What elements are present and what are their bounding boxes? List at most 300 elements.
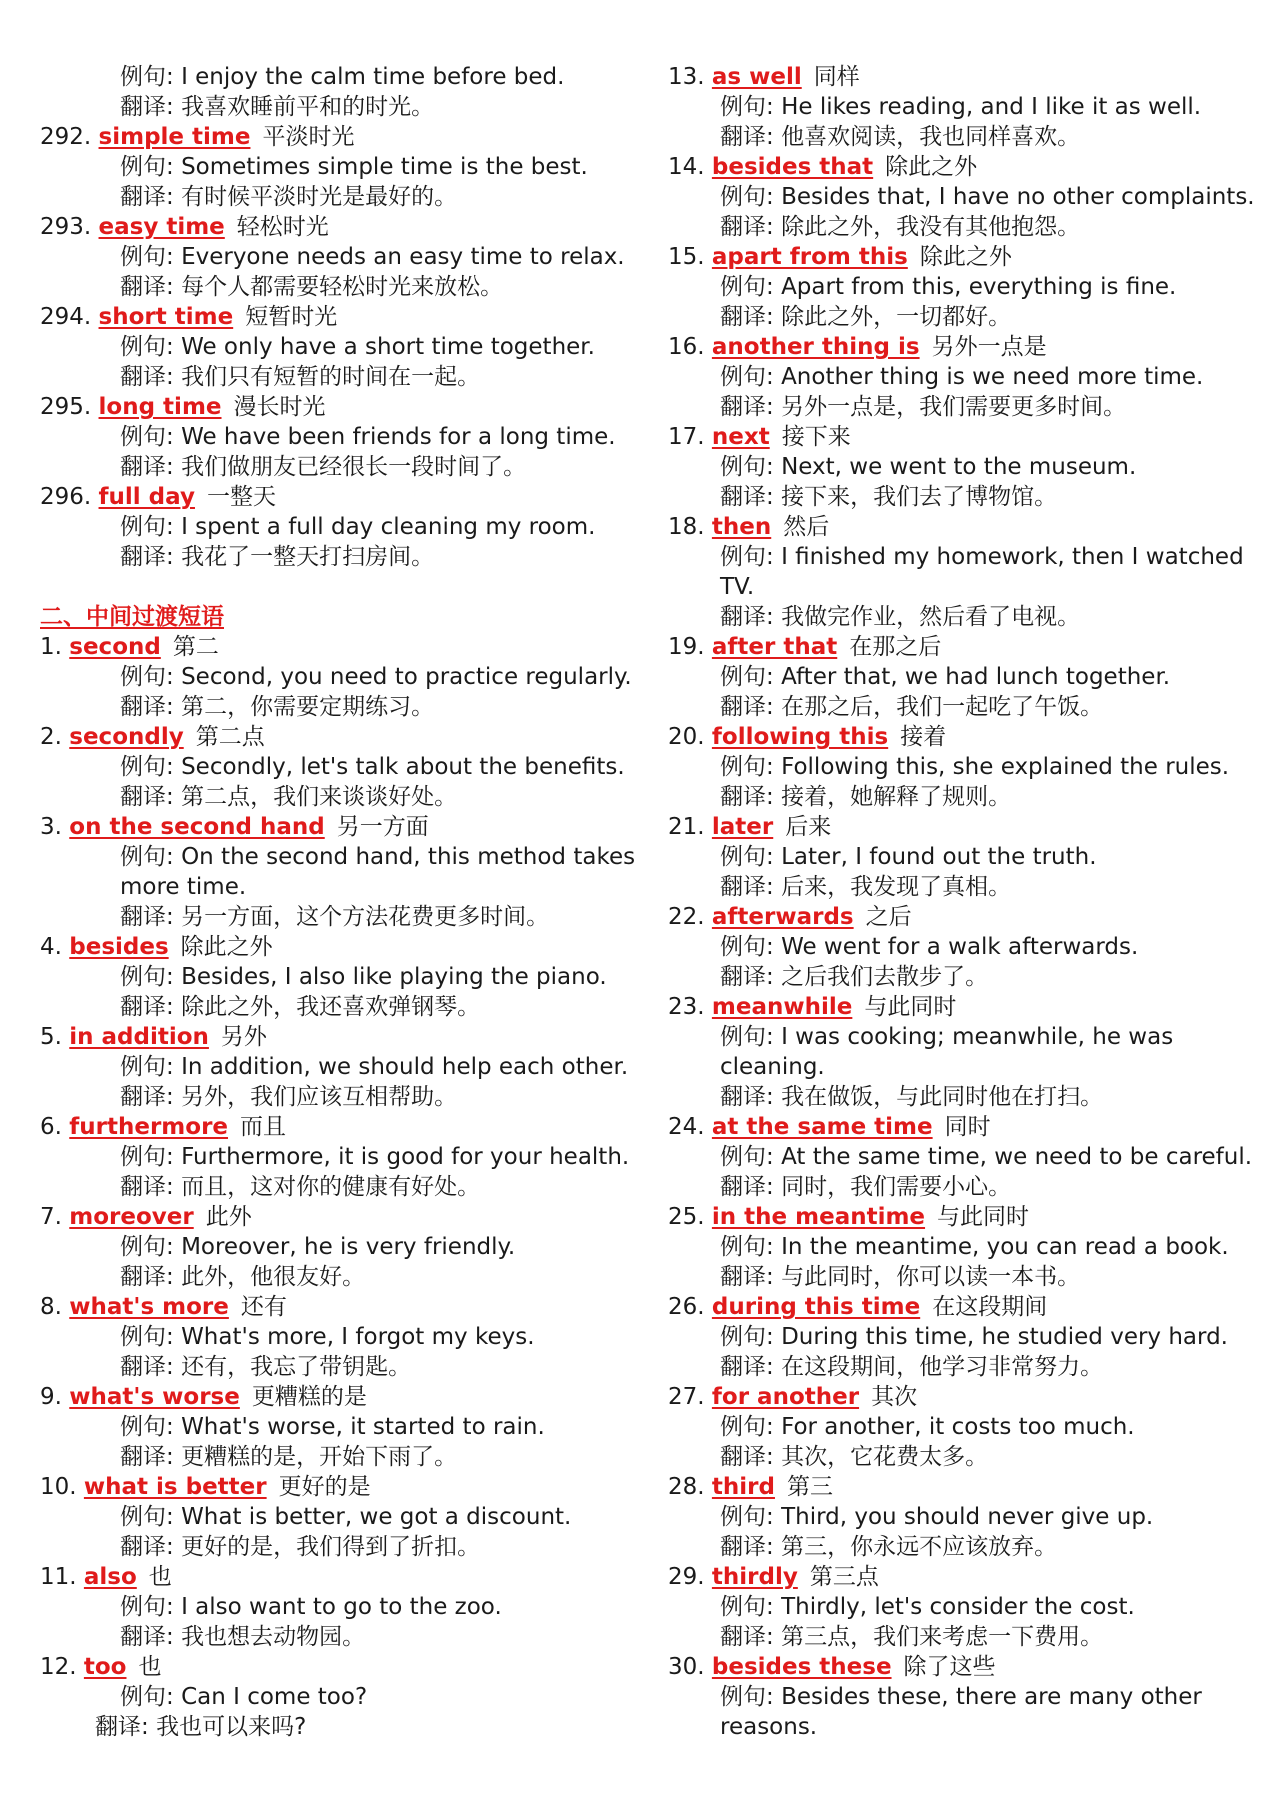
entry-number: 14. <box>668 154 705 180</box>
example-line: 例句: Apart from this, everything is fine. <box>720 274 1177 300</box>
example-line-text: I spent a full day cleaning my room. <box>181 514 596 540</box>
entry-meaning: 接着 <box>900 724 947 750</box>
example-line-text: We have been friends for a long time. <box>181 424 616 450</box>
entry-phrase: meanwhile <box>711 994 853 1020</box>
example-line: 例句: Following this, she explained the rules. <box>720 754 1230 780</box>
translation-line-label: 翻译 <box>720 394 766 420</box>
example-line-text: In the meantime, you can read a book. <box>781 1234 1229 1260</box>
entry-number: 15. <box>668 244 705 270</box>
entry-phrase: moreover <box>69 1204 194 1230</box>
entry-number: 28. <box>668 1474 705 1500</box>
example-line: 例句: Besides that, I have no other complaints. <box>720 184 1255 210</box>
example-line: 例句: I enjoy the calm time before bed. <box>120 64 565 90</box>
translation-line-label: 翻译 <box>120 544 166 570</box>
translation-line-text: 他喜欢阅读，我也同样喜欢。 <box>781 124 1081 150</box>
entry-phrase: later <box>711 814 774 840</box>
example-line-text: I enjoy the calm time before bed. <box>181 64 565 90</box>
translation-line: 翻译: 此外，他很友好。 <box>120 1264 366 1290</box>
entry-number: 296. <box>40 484 92 510</box>
entry-number: 20. <box>668 724 705 750</box>
example-line: 例句: Moreover, he is very friendly. <box>120 1234 516 1260</box>
entry-meaning: 除了这些 <box>903 1654 996 1680</box>
entry-meaning: 除此之外 <box>180 934 273 960</box>
translation-line-text: 第二点，我们来谈谈好处。 <box>181 784 458 810</box>
right-column <box>668 62 1258 1742</box>
entry-heading <box>40 812 640 842</box>
entry-number: 29. <box>668 1564 705 1590</box>
entry-heading <box>668 242 1258 272</box>
example-line-text: Everyone needs an easy time to relax. <box>181 244 625 270</box>
example-continuation-text: more time. <box>120 874 247 900</box>
entry-heading <box>40 1472 640 1502</box>
entry-meaning: 其次 <box>871 1384 918 1410</box>
entry-heading <box>668 1112 1258 1142</box>
entry-meaning: 一整天 <box>206 484 276 510</box>
entry-phrase: next <box>711 424 770 450</box>
example-line: 例句: On the second hand, this method takes <box>120 844 636 870</box>
translation-line: 翻译: 接下来，我们去了博物馆。 <box>720 484 1058 510</box>
entry-number: 24. <box>668 1114 705 1140</box>
entry-number: 22. <box>668 904 705 930</box>
example-line-text: What's worse, it started to rain. <box>181 1414 545 1440</box>
example-line: 例句: What is better, we got a discount. <box>120 1504 572 1530</box>
entry-heading <box>40 1112 640 1142</box>
entry-meaning: 另一方面 <box>336 814 429 840</box>
entry-meaning: 之后 <box>865 904 912 930</box>
example-line-label: 例句 <box>120 514 166 540</box>
entry-meaning: 也 <box>138 1654 162 1680</box>
entry-phrase: also <box>83 1564 137 1590</box>
example-line: 例句: We only have a short time together. <box>120 334 595 360</box>
section-title-text: 二、中间过渡短语 <box>40 604 224 630</box>
entry-phrase: simple time <box>98 124 251 150</box>
entry-number: 30. <box>668 1654 705 1680</box>
example-line-text: Besides these, there are many other <box>781 1684 1202 1710</box>
example-line: 例句: For another, it costs too much. <box>720 1414 1135 1440</box>
example-line-label: 例句 <box>120 1054 166 1080</box>
translation-line-label: 翻译 <box>720 964 766 990</box>
entry-meaning: 轻松时光 <box>236 214 329 240</box>
translation-line-text: 另一方面，这个方法花费更多时间。 <box>181 904 550 930</box>
example-line-label: 例句 <box>120 1594 166 1620</box>
example-line: 例句: I also want to go to the zoo. <box>120 1594 502 1620</box>
example-line-label: 例句 <box>720 664 766 690</box>
example-line-text: Sometimes simple time is the best. <box>181 154 588 180</box>
example-line-text: Furthermore, it is good for your health. <box>181 1144 630 1170</box>
translation-line: 翻译: 除此之外，一切都好。 <box>720 304 1012 330</box>
entry-meaning: 与此同时 <box>937 1204 1030 1230</box>
entry-phrase: in addition <box>69 1024 209 1050</box>
entry-meaning: 短暂时光 <box>245 304 338 330</box>
example-line-label: 例句 <box>120 334 166 360</box>
section-gap <box>40 572 640 602</box>
translation-line-text: 其次，它花费太多。 <box>781 1444 989 1470</box>
entry-heading <box>40 1562 640 1592</box>
entry-phrase: afterwards <box>711 904 854 930</box>
example-line-text: I finished my homework, then I watched <box>781 544 1244 570</box>
example-line-label: 例句 <box>120 1504 166 1530</box>
example-line-text: I also want to go to the zoo. <box>181 1594 502 1620</box>
entry-number: 293. <box>40 214 92 240</box>
translation-line-label: 翻译 <box>120 904 166 930</box>
example-line-text: Another thing is we need more time. <box>781 364 1204 390</box>
entry-number: 7. <box>40 1204 62 1230</box>
entry-number: 13. <box>668 64 705 90</box>
example-line-label: 例句 <box>720 1504 766 1530</box>
entry-meaning: 同时 <box>944 1114 991 1140</box>
translation-line-text: 第三，你永远不应该放弃。 <box>781 1534 1058 1560</box>
translation-line-text: 第三点，我们来考虑一下费用。 <box>781 1624 1104 1650</box>
example-line-text: Second, you need to practice regularly. <box>181 664 632 690</box>
translation-line-label: 翻译 <box>720 1084 766 1110</box>
translation-line-label: 翻译 <box>95 1714 141 1740</box>
translation-line-text: 更好的是，我们得到了折扣。 <box>181 1534 481 1560</box>
translation-line-label: 翻译 <box>720 304 766 330</box>
entry-heading <box>40 392 640 422</box>
example-line-label: 例句 <box>720 934 766 960</box>
example-line: 例句: Furthermore, it is good for your health. <box>120 1144 630 1170</box>
translation-line: 翻译: 我们只有短暂的时间在一起。 <box>120 364 481 390</box>
example-line-label: 例句 <box>120 154 166 180</box>
entry-number: 10. <box>40 1474 77 1500</box>
entry-meaning: 然后 <box>783 514 830 540</box>
example-line-text: Can I come too? <box>181 1684 368 1710</box>
entry-phrase: after that <box>711 634 838 660</box>
example-line: 例句: I finished my homework, then I watched <box>720 544 1244 570</box>
example-line: 例句: He likes reading, and I like it as well. <box>720 94 1202 120</box>
entry-meaning: 另外 <box>220 1024 267 1050</box>
example-line: 例句: In addition, we should help each other. <box>120 1054 629 1080</box>
entry-heading <box>668 902 1258 932</box>
translation-line-label: 翻译 <box>720 1174 766 1200</box>
translation-line: 翻译: 第二，你需要定期练习。 <box>120 694 435 720</box>
example-line: 例句: What's more, I forgot my keys. <box>120 1324 535 1350</box>
example-line-label: 例句 <box>120 1414 166 1440</box>
entry-meaning: 第二点 <box>195 724 265 750</box>
translation-line: 翻译: 除此之外，我还喜欢弹钢琴。 <box>120 994 481 1020</box>
entry-heading <box>668 1382 1258 1412</box>
entry-number: 295. <box>40 394 92 420</box>
example-line-text: Besides that, I have no other complaints. <box>781 184 1255 210</box>
entry-meaning: 接下来 <box>781 424 851 450</box>
entry-phrase: for another <box>711 1384 860 1410</box>
entry-phrase: as well <box>711 64 802 90</box>
entry-phrase: then <box>711 514 772 540</box>
entry-phrase: second <box>69 634 161 660</box>
entry-meaning: 平淡时光 <box>262 124 355 150</box>
example-line-label: 例句 <box>120 964 166 990</box>
example-line: 例句: In the meantime, you can read a book. <box>720 1234 1229 1260</box>
example-line: 例句: During this time, he studied very hard. <box>720 1324 1228 1350</box>
translation-line: 翻译: 我们做朋友已经很长一段时间了。 <box>120 454 527 480</box>
entry-heading <box>40 1292 640 1322</box>
entry-number: 27. <box>668 1384 705 1410</box>
entry-heading <box>668 1472 1258 1502</box>
example-line-text: He likes reading, and I like it as well. <box>781 94 1202 120</box>
example-line: 例句: Second, you need to practice regularly. <box>120 664 632 690</box>
entry-number: 18. <box>668 514 705 540</box>
entry-phrase: besides that <box>711 154 874 180</box>
example-line-text: Third, you should never give up. <box>781 1504 1154 1530</box>
entry-heading <box>668 722 1258 752</box>
translation-line-text: 此外，他很友好。 <box>181 1264 366 1290</box>
entry-phrase: too <box>83 1654 127 1680</box>
translation-line-label: 翻译 <box>720 694 766 720</box>
example-line-label: 例句 <box>120 844 166 870</box>
entry-meaning: 另外一点是 <box>931 334 1047 360</box>
entry-number: 16. <box>668 334 705 360</box>
translation-line: 翻译: 我在做饭，与此同时他在打扫。 <box>720 1084 1104 1110</box>
translation-line: 翻译: 更糟糕的是，开始下雨了。 <box>120 1444 458 1470</box>
entry-phrase: following this <box>711 724 889 750</box>
translation-line: 翻译: 有时候平淡时光是最好的。 <box>120 184 458 210</box>
translation-line: 翻译: 还有，我忘了带钥匙。 <box>120 1354 412 1380</box>
translation-line-text: 后来，我发现了真相。 <box>781 874 1012 900</box>
translation-line: 翻译: 同时，我们需要小心。 <box>720 1174 1012 1200</box>
example-continuation <box>668 1712 1258 1742</box>
entry-heading <box>40 1022 640 1052</box>
entry-phrase: besides <box>69 934 169 960</box>
entry-number: 5. <box>40 1024 62 1050</box>
example-continuation-text: reasons. <box>720 1714 818 1740</box>
translation-line: 翻译: 除此之外，我没有其他抱怨。 <box>720 214 1081 240</box>
example-line-label: 例句 <box>720 274 766 300</box>
example-line-text: During this time, he studied very hard. <box>781 1324 1228 1350</box>
example-continuation <box>668 1052 1258 1082</box>
translation-line-label: 翻译 <box>720 214 766 240</box>
translation-line-label: 翻译 <box>120 694 166 720</box>
entry-phrase: long time <box>98 394 222 420</box>
translation-line-label: 翻译 <box>120 1444 166 1470</box>
translation-line-text: 我喜欢睡前平和的时光。 <box>181 94 435 120</box>
translation-line-label: 翻译 <box>720 874 766 900</box>
entry-heading <box>668 1202 1258 1232</box>
example-line: 例句: Besides, I also like playing the piano. <box>120 964 607 990</box>
example-line-text: On the second hand, this method takes <box>181 844 636 870</box>
entry-meaning: 除此之外 <box>885 154 978 180</box>
entry-heading <box>668 62 1258 92</box>
entry-heading <box>668 512 1258 542</box>
translation-line-label: 翻译 <box>120 454 166 480</box>
example-line-label: 例句 <box>120 424 166 450</box>
entry-heading <box>668 1292 1258 1322</box>
example-line: 例句: Can I come too? <box>120 1684 368 1710</box>
entry-meaning: 还有 <box>240 1294 287 1320</box>
entry-number: 12. <box>40 1654 77 1680</box>
translation-line-label: 翻译 <box>120 1084 166 1110</box>
entry-number: 21. <box>668 814 705 840</box>
example-line-label: 例句 <box>120 664 166 690</box>
entry-number: 4. <box>40 934 62 960</box>
example-line: 例句: What's worse, it started to rain. <box>120 1414 545 1440</box>
example-line-label: 例句 <box>720 844 766 870</box>
example-line-label: 例句 <box>720 754 766 780</box>
translation-line-text: 在这段期间，他学习非常努力。 <box>781 1354 1104 1380</box>
translation-line-text: 我们做朋友已经很长一段时间了。 <box>181 454 527 480</box>
example-line-text: Apart from this, everything is fine. <box>781 274 1177 300</box>
translation-line: 翻译: 我也想去动物园。 <box>120 1624 366 1650</box>
translation-line-text: 我也可以来吗? <box>156 1714 307 1740</box>
example-line: 例句: Everyone needs an easy time to relax. <box>120 244 625 270</box>
translation-line-label: 翻译 <box>120 274 166 300</box>
entry-number: 3. <box>40 814 62 840</box>
entry-meaning: 后来 <box>785 814 832 840</box>
translation-line-text: 我花了一整天打扫房间。 <box>181 544 435 570</box>
example-line-text: Besides, I also like playing the piano. <box>181 964 607 990</box>
translation-line-label: 翻译 <box>720 124 766 150</box>
example-line-label: 例句 <box>720 1024 766 1050</box>
example-line-text: Following this, she explained the rules. <box>781 754 1230 780</box>
translation-line: 翻译: 其次，它花费太多。 <box>720 1444 989 1470</box>
entry-heading <box>40 212 640 242</box>
entry-number: 23. <box>668 994 705 1020</box>
entry-heading <box>40 302 640 332</box>
translation-line: 翻译: 在那之后，我们一起吃了午饭。 <box>720 694 1104 720</box>
example-line-text: What is better, we got a discount. <box>181 1504 572 1530</box>
translation-line-text: 接下来，我们去了博物馆。 <box>781 484 1058 510</box>
entry-meaning: 也 <box>148 1564 172 1590</box>
entry-phrase: besides these <box>711 1654 892 1680</box>
entry-heading <box>668 152 1258 182</box>
translation-line-label: 翻译 <box>120 1174 166 1200</box>
translation-line-label: 翻译 <box>720 1444 766 1470</box>
entry-phrase: apart from this <box>711 244 908 270</box>
translation-line-text: 我们只有短暂的时间在一起。 <box>181 364 481 390</box>
translation-line: 翻译: 另外，我们应该互相帮助。 <box>120 1084 458 1110</box>
example-line-text: What's more, I forgot my keys. <box>181 1324 535 1350</box>
entry-heading <box>668 1562 1258 1592</box>
entry-meaning: 第三点 <box>809 1564 879 1590</box>
entry-number: 11. <box>40 1564 77 1590</box>
translation-line-text: 有时候平淡时光是最好的。 <box>181 184 458 210</box>
entry-number: 9. <box>40 1384 62 1410</box>
entry-number: 1. <box>40 634 62 660</box>
translation-line: 翻译: 第二点，我们来谈谈好处。 <box>120 784 458 810</box>
example-line-label: 例句 <box>720 1144 766 1170</box>
translation-line: 翻译: 之后我们去散步了。 <box>720 964 989 990</box>
translation-line: 翻译: 他喜欢阅读，我也同样喜欢。 <box>720 124 1081 150</box>
translation-line: 翻译: 我喜欢睡前平和的时光。 <box>120 94 435 120</box>
translation-line-text: 同时，我们需要小心。 <box>781 1174 1012 1200</box>
entry-phrase: full day <box>98 484 195 510</box>
translation-line-label: 翻译 <box>120 184 166 210</box>
translation-line-label: 翻译 <box>120 364 166 390</box>
entry-number: 2. <box>40 724 62 750</box>
entry-number: 19. <box>668 634 705 660</box>
entry-heading <box>40 122 640 152</box>
translation-line: 翻译: 更好的是，我们得到了折扣。 <box>120 1534 481 1560</box>
translation-line: 翻译: 另外一点是，我们需要更多时间。 <box>720 394 1127 420</box>
translation-line-text: 还有，我忘了带钥匙。 <box>181 1354 412 1380</box>
example-line-label: 例句 <box>120 244 166 270</box>
entry-heading <box>668 812 1258 842</box>
entry-number: 8. <box>40 1294 62 1320</box>
example-line-text: Secondly, let's talk about the benefits. <box>181 754 625 780</box>
translation-line-label: 翻译 <box>720 604 766 630</box>
translation-line-label: 翻译 <box>120 784 166 810</box>
translation-line: 翻译: 第三，你永远不应该放弃。 <box>720 1534 1058 1560</box>
translation-line-text: 除此之外，一切都好。 <box>781 304 1012 330</box>
translation-line-text: 每个人都需要轻松时光来放松。 <box>181 274 504 300</box>
entry-heading <box>668 992 1258 1022</box>
example-line-label: 例句 <box>120 754 166 780</box>
example-line-label: 例句 <box>720 1684 766 1710</box>
entry-meaning: 在那之后 <box>849 634 942 660</box>
entry-meaning: 在这段期间 <box>932 1294 1048 1320</box>
translation-line-text: 之后我们去散步了。 <box>781 964 989 990</box>
example-line: 例句: We went for a walk afterwards. <box>720 934 1139 960</box>
example-line-label: 例句 <box>720 544 766 570</box>
entry-meaning: 第三 <box>786 1474 833 1500</box>
translation-line-text: 我在做饭，与此同时他在打扫。 <box>781 1084 1104 1110</box>
translation-line: 翻译: 接着，她解释了规则。 <box>720 784 1012 810</box>
entry-phrase: what's more <box>69 1294 229 1320</box>
entry-phrase: what is better <box>83 1474 267 1500</box>
entry-heading <box>40 1652 640 1682</box>
example-line: 例句: Secondly, let's talk about the benefits. <box>120 754 625 780</box>
translation-line-text: 在那之后，我们一起吃了午饭。 <box>781 694 1104 720</box>
translation-line-label: 翻译 <box>720 484 766 510</box>
example-line-text: In addition, we should help each other. <box>181 1054 629 1080</box>
translation-line-text: 除此之外，我没有其他抱怨。 <box>781 214 1081 240</box>
example-continuation <box>668 572 1258 602</box>
entry-meaning: 与此同时 <box>864 994 957 1020</box>
example-line-label: 例句 <box>720 94 766 120</box>
translation-line: 翻译: 而且，这对你的健康有好处。 <box>120 1174 481 1200</box>
entry-phrase: easy time <box>98 214 225 240</box>
entry-heading <box>668 422 1258 452</box>
translation-line: 翻译: 与此同时，你可以读一本书。 <box>720 1264 1081 1290</box>
example-continuation-text: cleaning. <box>720 1054 825 1080</box>
entry-phrase: at the same time <box>711 1114 933 1140</box>
entry-number: 294. <box>40 304 92 330</box>
entry-heading <box>40 1382 640 1412</box>
entry-phrase: another thing is <box>711 334 920 360</box>
entry-meaning: 同样 <box>813 64 860 90</box>
example-line-label: 例句 <box>720 1324 766 1350</box>
example-continuation-text: TV. <box>720 574 755 600</box>
example-line-label: 例句 <box>120 1324 166 1350</box>
entry-meaning: 除此之外 <box>919 244 1012 270</box>
entry-meaning: 第二 <box>172 634 219 660</box>
entry-phrase: what's worse <box>69 1384 240 1410</box>
example-line: 例句: Next, we went to the museum. <box>720 454 1137 480</box>
example-line-text: Later, I found out the truth. <box>781 844 1097 870</box>
entry-number: 6. <box>40 1114 62 1140</box>
translation-line: 翻译: 我做完作业，然后看了电视。 <box>720 604 1081 630</box>
example-line-text: At the same time, we need to be careful. <box>781 1144 1253 1170</box>
translation-line-text: 更糟糕的是，开始下雨了。 <box>181 1444 458 1470</box>
example-line-label: 例句 <box>120 1234 166 1260</box>
example-line-text: We went for a walk afterwards. <box>781 934 1139 960</box>
translation-line-label: 翻译 <box>120 1624 166 1650</box>
entry-number: 292. <box>40 124 92 150</box>
entry-number: 17. <box>668 424 705 450</box>
section-title <box>40 602 640 632</box>
example-line-label: 例句 <box>120 64 166 90</box>
example-line: 例句: I was cooking; meanwhile, he was <box>720 1024 1174 1050</box>
entry-heading <box>40 1202 640 1232</box>
entry-phrase: third <box>711 1474 775 1500</box>
example-line-text: Thirdly, let's consider the cost. <box>781 1594 1135 1620</box>
example-line-label: 例句 <box>720 184 766 210</box>
left-column <box>40 62 640 1742</box>
example-line-label: 例句 <box>720 1594 766 1620</box>
translation-line: 翻译: 另一方面，这个方法花费更多时间。 <box>120 904 550 930</box>
translation-line-text: 第二，你需要定期练习。 <box>181 694 435 720</box>
entry-phrase: short time <box>98 304 234 330</box>
translation-line-text: 接着，她解释了规则。 <box>781 784 1012 810</box>
